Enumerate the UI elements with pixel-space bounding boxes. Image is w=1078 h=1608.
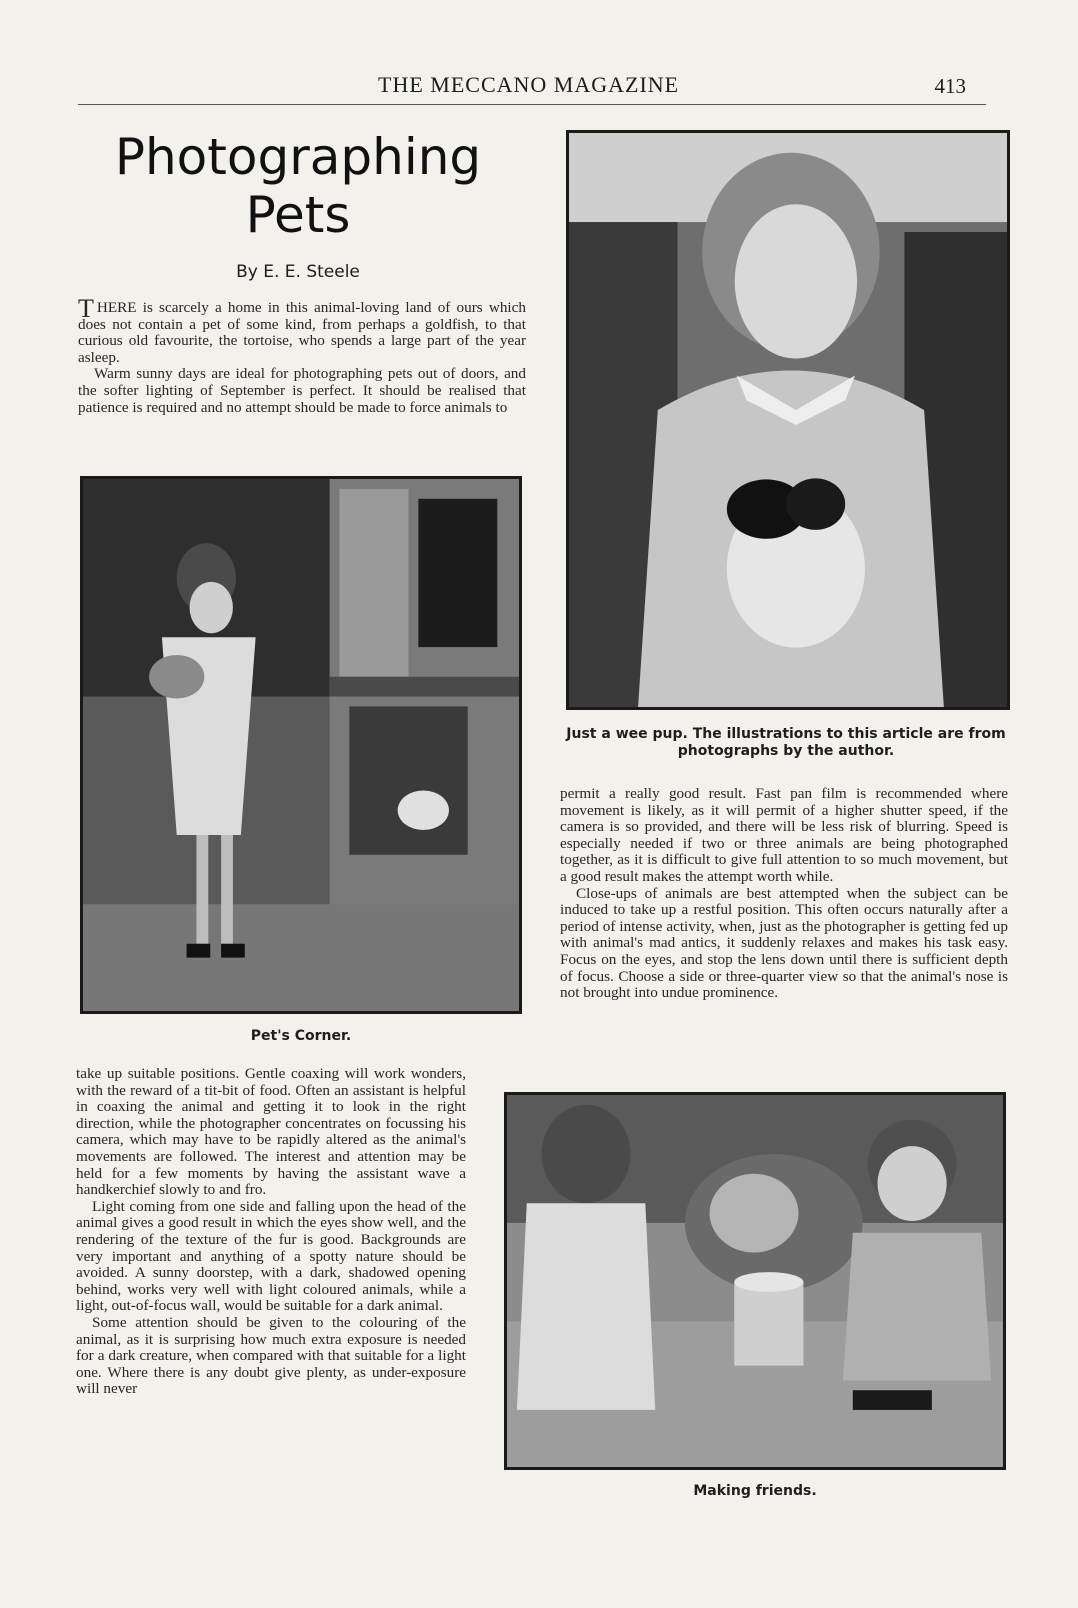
paragraph: Light coming from one side and falling upon the head of the animal gives a good result in which the eyes show well, and the rendering of the texture of the fur is good. Backgrounds are very important and anything of a spotty nature should be avoided. A sunny doorstep, with a dark, shadowed opening behind, works very well with light coloured animals, while a light, out-of-focus wall, would be suitable for a dark animal. — [76, 1197, 466, 1315]
pets-corner-caption: Pet's Corner. — [250, 1028, 352, 1044]
making-friends-photo — [504, 1092, 1006, 1470]
paragraph: take up suitable positions. Gentle coaxing will work wonders, with the reward of a tit-bit of food. Often an assistant is helpful in coaxing the animal and getting it to look in the right direction, while the photographer concentrates on focussing his camera, which may have to be rapidly altered as the animal's movements are followed. The interest and attention may be held for a few moments by having the assistant wave a handkerchief slowly to and fro. — [76, 1065, 466, 1199]
article-title-line-1: Photographing — [114, 128, 482, 186]
byline: By E. E. Steele — [236, 262, 360, 282]
drop-cap: T — [78, 294, 94, 323]
wee-pup-caption: Just a wee pup. The illustrations to this article are from photographs by the author. — [566, 726, 1006, 759]
making-friends-caption: Making friends. — [693, 1483, 817, 1499]
article-title — [78, 128, 518, 244]
column-1-bottom-text — [76, 1066, 466, 1398]
running-title: THE MECCANO MAGAZINE — [378, 72, 680, 97]
article-title-line-2: Pets — [245, 186, 351, 244]
pets-corner-photo — [80, 476, 522, 1014]
paragraph: permit a really good result. Fast pan film is recommended where movement is likely, as it will permit of a higher shutter speed, if the camera is so provided, and there will be less risk of blurring. Speed is especially needed if two or three animals are being photographed together, as it is difficult to give full attention to so much movement, but a good result makes the attempt worth while. — [560, 785, 1008, 885]
page-header — [78, 70, 986, 105]
intro-paragraph: THERE is scarcely a home in this animal-loving land of ours which does not contain a pet of some kind, from perhaps a goldfish, to that curious old favourite, the tortoise, who spends a large part of the year asleep. — [78, 294, 526, 366]
paragraph: Warm sunny days are ideal for photographing pets out of doors, and the softer lighting of September is perfect. It should be realised that patience is required and no attempt should be made to force animals to — [78, 365, 526, 416]
wee-pup-photo — [566, 130, 1010, 710]
column-2-text — [560, 786, 1008, 1002]
paragraph: Some attention should be given to the colouring of the animal, as it is surprising how much extra exposure is needed for a dark creature, when compared with that suitable for a light one. Where there is any doubt give plenty, as under-exposure will never — [76, 1313, 466, 1398]
column-1-top-text — [78, 294, 526, 416]
page-number: 413 — [934, 74, 966, 98]
paragraph: Close-ups of animals are best attempted when the subject can be induced to take up a restful position. This often occurs naturally after a period of intense activity, when, just as the photographer is getting fed up with animal's mad antics, it suddenly relaxes and makes his task easy. Focus on the eyes, and stop the lens down until there is sufficient depth of focus. Choose a side or three-quarter view so that the animal's nose is not brought into undue prominence. — [560, 884, 1008, 1002]
